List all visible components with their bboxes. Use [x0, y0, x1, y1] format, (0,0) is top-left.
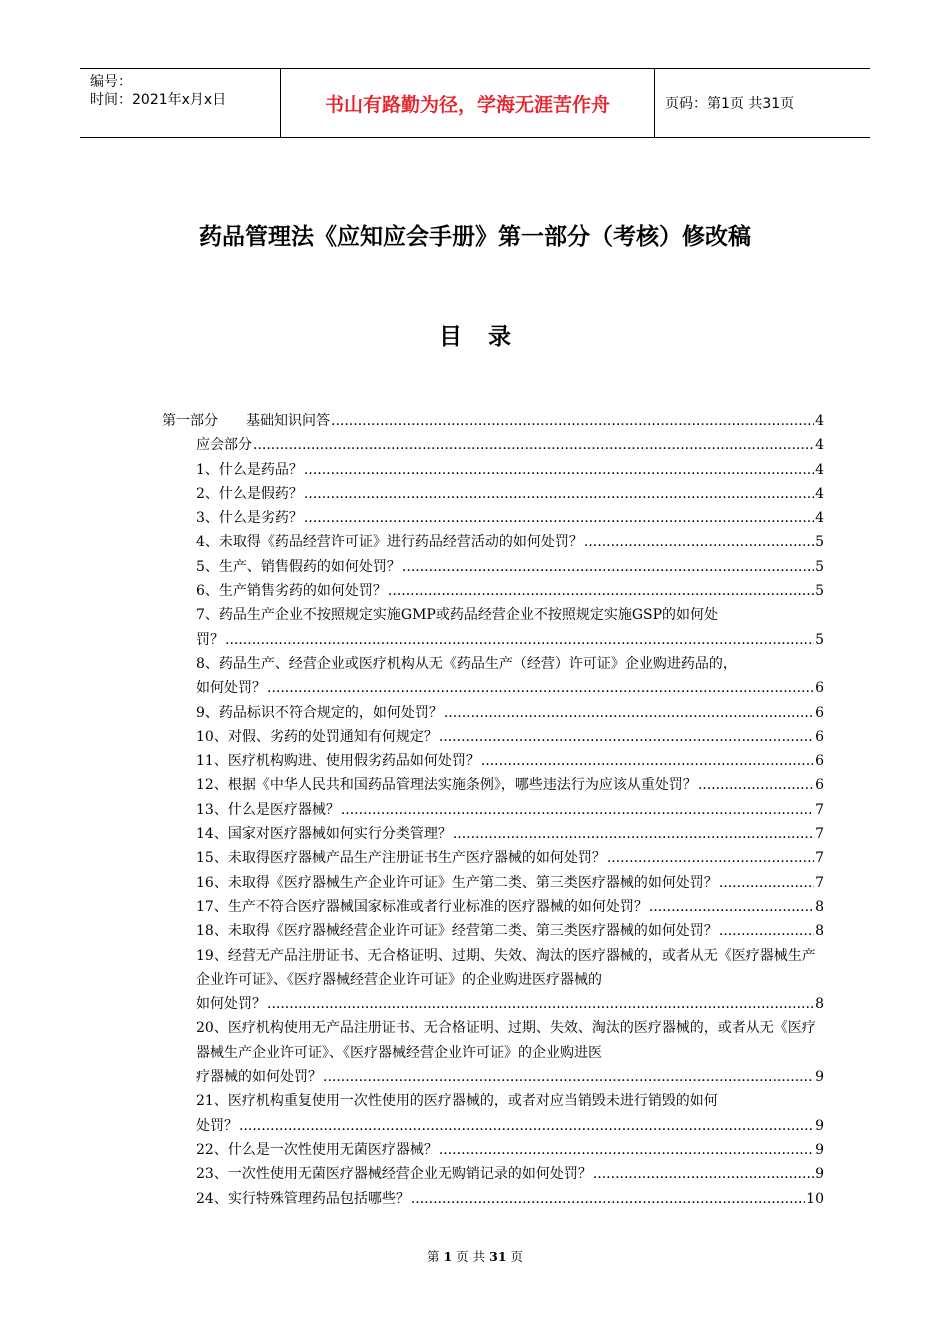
- time-label: 时间：2021年x月x日: [90, 92, 227, 108]
- toc-page-number: 6: [815, 753, 824, 770]
- toc-leader-dots: [341, 798, 814, 822]
- toc-page-number: 10: [806, 1190, 824, 1207]
- toc-entry[interactable]: [162, 1162, 824, 1186]
- toc-entry-text: 18、未取得《医疗器械经营企业许可证》经营第二类、第三类医疗器械的如何处罚？: [196, 923, 718, 940]
- toc-page-number: 8: [815, 923, 824, 940]
- toc-entry-text: 如何处罚？: [196, 996, 266, 1013]
- toc-entry[interactable]: [162, 530, 824, 554]
- toc-entry-text: 14、国家对医疗器械如何实行分类管理？: [196, 826, 452, 843]
- toc-leader-dots: [388, 579, 814, 603]
- toc-entry[interactable]: [162, 871, 824, 895]
- toc-entry-text: 如何处罚？: [196, 680, 266, 697]
- toc-entry[interactable]: [162, 1089, 824, 1138]
- header-page-info: 页码：第1页 共31页: [665, 96, 795, 112]
- toc-page-number: 7: [815, 874, 824, 891]
- toc-entry[interactable]: [162, 506, 824, 530]
- toc-entry-text: 16、未取得《医疗器械生产企业许可证》生产第二类、第三类医疗器械的如何处罚？: [196, 874, 718, 891]
- toc-page-number: 6: [815, 728, 824, 745]
- toc-entry[interactable]: [162, 798, 824, 822]
- toc-leader-dots: [607, 846, 814, 870]
- toc-leader-dots: [444, 701, 814, 725]
- toc-entry-text: 第一部分 基础知识问答: [162, 413, 330, 429]
- toc-leader-dots: [304, 506, 814, 530]
- toc-page-number: 5: [815, 583, 824, 600]
- footer-current-page: 1: [443, 1249, 453, 1264]
- toc-entry-text: 9、药品标识不符合规定的，如何处罚？: [196, 704, 443, 721]
- toc-page-number: 5: [815, 534, 824, 551]
- document-header: [80, 68, 870, 138]
- toc-entry[interactable]: [162, 1016, 824, 1089]
- toc-leader-dots: [584, 530, 814, 554]
- toc-entry-text: 13、什么是医疗器械？: [196, 801, 340, 818]
- toc-entry[interactable]: [162, 895, 824, 919]
- toc-leader-dots: [239, 1114, 814, 1138]
- toc-entry-text-leading: 19、经营无产品注册证书、无合格证明、过期、失效、淘汰的医疗器械的，或者从无《医疗器械生产企业许可证》、《医疗器械经营企业许可证》的企业购进医疗器械的: [196, 947, 816, 988]
- toc-page-number: 9: [815, 1069, 824, 1086]
- toc-entry[interactable]: [162, 846, 824, 870]
- toc-entry[interactable]: [162, 482, 824, 506]
- toc-entry-text-leading: 7、药品生产企业不按照规定实施GMP或药品经营企业不按照规定实施GSP的如何处: [196, 607, 719, 624]
- toc-page-number: 9: [815, 1141, 824, 1158]
- toc-entry[interactable]: [162, 1138, 824, 1162]
- toc-leader-dots: [225, 628, 814, 652]
- toc-page-number: 6: [815, 777, 824, 794]
- toc-page-number: 4: [815, 510, 824, 527]
- toc-leader-dots: [719, 871, 814, 895]
- toc-page-number: 5: [815, 558, 824, 575]
- toc-page-number: 4: [815, 413, 824, 429]
- toc-entry[interactable]: [162, 919, 824, 943]
- toc-entry-text: 12、根据《中华人民共和国药品管理法实施条例》，哪些违法行为应该从重处罚？: [196, 777, 697, 794]
- toc-entry-text: 应会部分: [196, 437, 252, 454]
- toc-entry-text: 2、什么是假药？: [196, 485, 303, 502]
- number-label: 编号：: [90, 74, 132, 90]
- footer-suffix: 页: [510, 1249, 524, 1264]
- toc-leader-dots: [593, 1162, 814, 1186]
- toc-page-number: 5: [815, 631, 824, 648]
- toc-entry-text-leading: 8、药品生产、经营企业或医疗机构从无《药品生产（经营）许可证》企业购进药品的，: [196, 655, 737, 672]
- header-motto: 书山有路勤为径，学海无涯苦作舟: [281, 69, 655, 137]
- toc-entry[interactable]: [162, 433, 824, 457]
- toc-leader-dots: [481, 749, 814, 773]
- toc-page-number: 7: [815, 801, 824, 818]
- toc-entry-text: 6、生产销售劣药的如何处罚？: [196, 583, 387, 600]
- toc-page-number: 4: [815, 485, 824, 502]
- toc-page-number: 8: [815, 898, 824, 915]
- toc-entry[interactable]: [162, 555, 824, 579]
- toc-entry-text-leading: 20、医疗机构使用无产品注册证书、无合格证明、过期、失效、淘汰的医疗器械的，或者从无《医疗器械生产企业许可证》、《医疗器械经营企业许可证》的企业购进医: [196, 1020, 816, 1061]
- toc-entry[interactable]: [162, 1187, 824, 1211]
- header-meta: [80, 69, 281, 137]
- toc-page-number: 6: [815, 704, 824, 721]
- toc-entry-text: 15、未取得医疗器械产品生产注册证书生产医疗器械的如何处罚？: [196, 850, 606, 867]
- toc-entry[interactable]: [162, 652, 824, 701]
- toc-page-number: 4: [815, 437, 824, 454]
- toc-entry-text: 24、实行特殊管理药品包括哪些？: [196, 1190, 410, 1207]
- toc-leader-dots: [439, 725, 814, 749]
- toc-page-number: 7: [815, 850, 824, 867]
- table-of-contents: [162, 409, 824, 1211]
- toc-entry[interactable]: [162, 409, 824, 433]
- toc-page-number: 9: [815, 1166, 824, 1183]
- toc-page-number: 6: [815, 680, 824, 697]
- toc-leader-dots: [439, 1138, 814, 1162]
- toc-entry[interactable]: [162, 579, 824, 603]
- toc-entry-text: 5、生产、销售假药的如何处罚？: [196, 558, 401, 575]
- toc-entry-text: 1、什么是药品？: [196, 461, 303, 478]
- document-title: 药品管理法《应知应会手册》第一部分（考核）修改稿: [199, 224, 751, 250]
- toc-entry[interactable]: [162, 773, 824, 797]
- toc-entry-text: 处罚？: [196, 1117, 238, 1134]
- footer-prefix: 第: [426, 1249, 440, 1264]
- toc-page-number: 9: [815, 1117, 824, 1134]
- toc-entry[interactable]: [162, 725, 824, 749]
- toc-entry[interactable]: [162, 458, 824, 482]
- toc-entry-text: 17、生产不符合医疗器械国家标准或者行业标准的医疗器械的如何处罚？: [196, 898, 648, 915]
- toc-entry-text: 23、一次性使用无菌医疗器械经营企业无购销记录的如何处罚？: [196, 1166, 592, 1183]
- toc-entry-text: 11、医疗机构购进、使用假劣药品如何处罚？: [196, 753, 480, 770]
- toc-leader-dots: [649, 895, 814, 919]
- toc-page-number: 7: [815, 826, 824, 843]
- toc-entry-text: 22、什么是一次性使用无菌医疗器械？: [196, 1141, 438, 1158]
- toc-entry[interactable]: [162, 603, 824, 652]
- toc-heading: 目录: [439, 324, 537, 350]
- toc-leader-dots: [253, 433, 814, 457]
- toc-leader-dots: [331, 409, 814, 433]
- toc-leader-dots: [698, 773, 814, 797]
- toc-leader-dots: [411, 1187, 805, 1211]
- toc-entry-text: 3、什么是劣药？: [196, 510, 303, 527]
- page-footer: [0, 1247, 950, 1265]
- toc-leader-dots: [323, 1065, 814, 1089]
- toc-leader-dots: [453, 822, 814, 846]
- toc-entry-text: 4、未取得《药品经营许可证》进行药品经营活动的如何处罚？: [196, 534, 583, 551]
- toc-entry[interactable]: [162, 749, 824, 773]
- toc-entry-text: 10、对假、劣药的处罚通知有何规定？: [196, 728, 438, 745]
- footer-middle: 页 共: [456, 1249, 486, 1264]
- toc-entry-text-leading: 21、医疗机构重复使用一次性使用的医疗器械的，或者对应当销毁未进行销毁的如何: [196, 1093, 718, 1110]
- toc-leader-dots: [719, 919, 814, 943]
- toc-entry[interactable]: [162, 944, 824, 1017]
- toc-entry[interactable]: [162, 701, 824, 725]
- toc-leader-dots: [267, 992, 814, 1016]
- footer-total-pages: 31: [489, 1249, 507, 1264]
- toc-entry[interactable]: [162, 822, 824, 846]
- toc-page-number: 8: [815, 996, 824, 1013]
- toc-entry-text: 疗器械的如何处罚？: [196, 1069, 322, 1086]
- toc-entry-text: 罚？: [196, 631, 224, 648]
- toc-leader-dots: [402, 555, 814, 579]
- toc-page-number: 4: [815, 461, 824, 478]
- toc-leader-dots: [304, 458, 814, 482]
- toc-leader-dots: [267, 676, 814, 700]
- toc-leader-dots: [304, 482, 814, 506]
